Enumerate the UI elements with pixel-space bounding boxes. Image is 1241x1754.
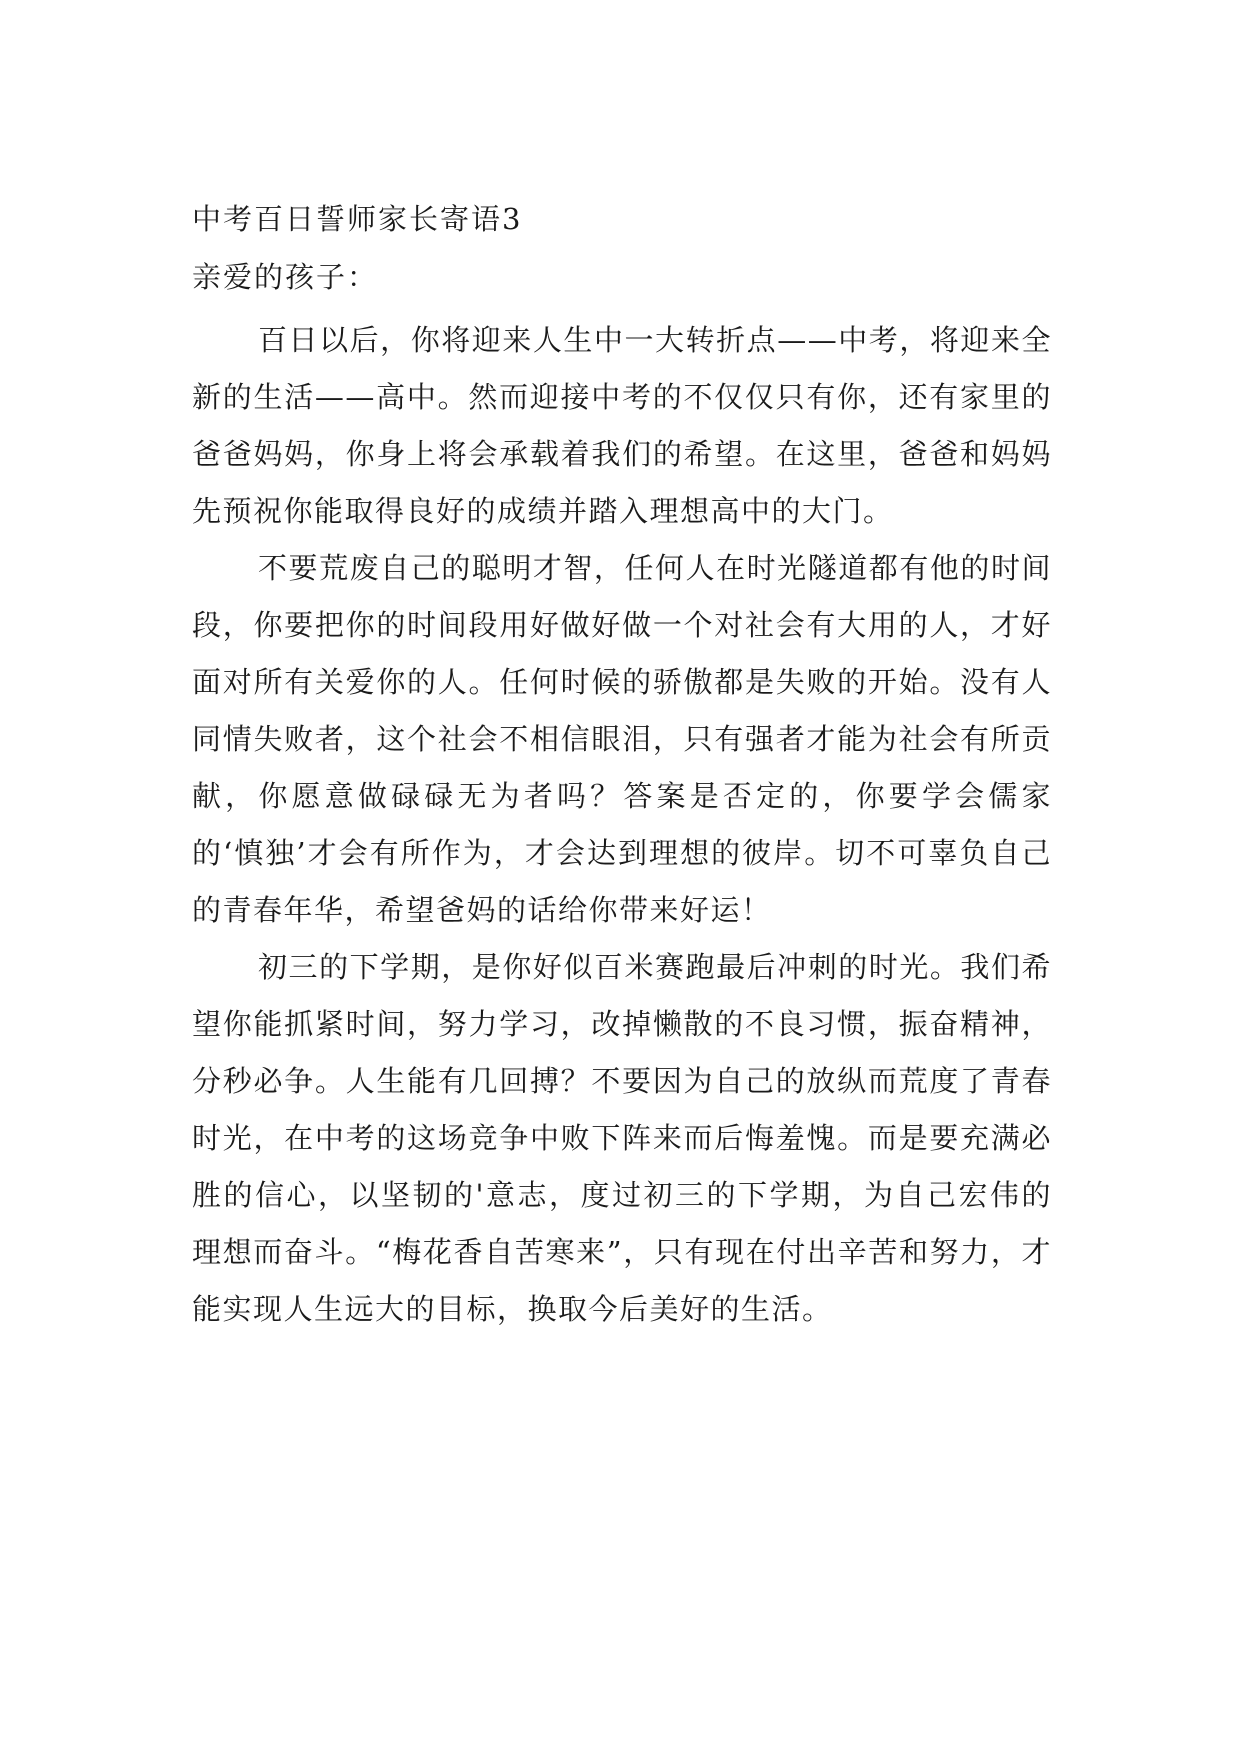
- document-body: [192, 198, 1052, 1338]
- document-title: 中考百日誓师家长寄语3: [192, 202, 523, 236]
- salutation: 亲爱的孩子：: [192, 260, 379, 294]
- paragraph-2: 不要荒废自己的聪明才智，任何人在时光隧道都有他的时间段，你要把你的时间段用好做好做一个对社会有大用的人，才好面对所有关爱你的人。任何时候的骄傲都是失败的开始。没有人同情失败者，这个社会不相信眼泪，只有强者才能为社会有所贡献，你愿意做碌碌无为者吗？答案是否定的，你要学会儒家的‘慎独’才会有所作为，才会达到理想的彼岸。切不可辜负自己的青春年华，希望爸妈的话给你带来好运！: [192, 551, 1052, 927]
- paragraph-3: 初三的下学期，是你好似百米赛跑最后冲刺的时光。我们希望你能抓紧时间，努力学习，改掉懒散的不良习惯，振奋精神，分秒必争。人生能有几回搏？不要因为自己的放纵而荒度了青春时光，在中考的这场竞争中败下阵来而后悔羞愧。而是要充满必胜的信心，以坚韧的'意志，度过初三的下学期，为自己宏伟的理想而奋斗。“梅花香自苦寒来”，只有现在付出辛苦和努力，才能实现人生远大的目标，换取今后美好的生活。: [192, 950, 1052, 1326]
- paragraph-1: 百日以后，你将迎来人生中一大转折点——中考，将迎来全新的生活——高中。然而迎接中考的不仅仅只有你，还有家里的爸爸妈妈，你身上将会承载着我们的希望。在这里，爸爸和妈妈先预祝你能取得良好的成绩并踏入理想高中的大门。: [192, 323, 1052, 528]
